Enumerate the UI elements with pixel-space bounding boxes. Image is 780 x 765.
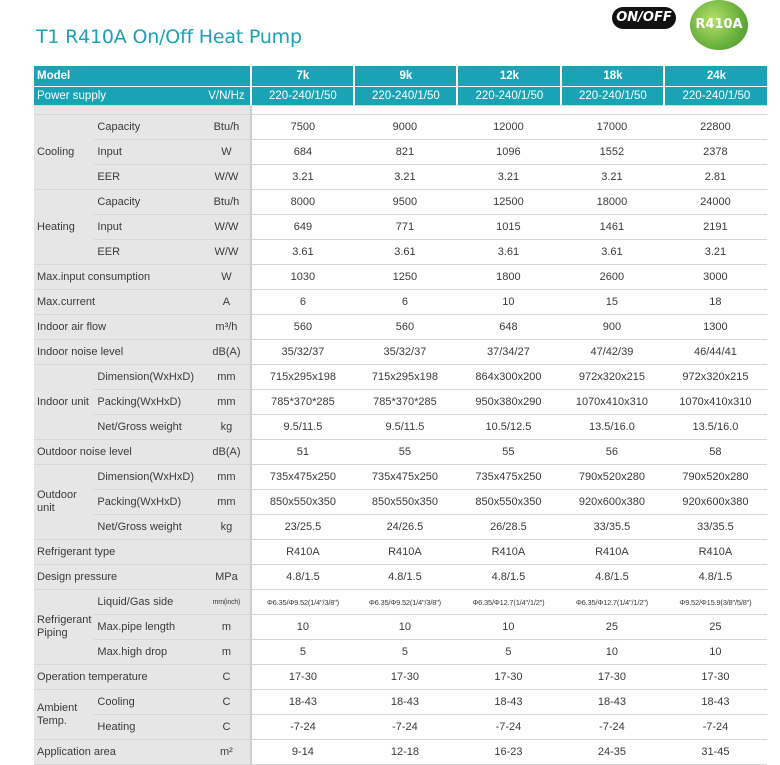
value-cell: -7-24: [456, 715, 560, 740]
value-cell: 735x475x250: [353, 465, 456, 490]
value-cell: 9-14: [250, 740, 353, 765]
value-cell: 12-18: [353, 740, 456, 765]
value-cell: 18-43: [560, 690, 663, 715]
value-cell: 972x320x215: [663, 365, 767, 390]
value-cell: 920x600x380: [663, 490, 767, 515]
value-cell: 13.5/16.0: [560, 415, 663, 440]
spec-row: [34, 690, 767, 715]
value-cell: 18000: [560, 190, 663, 215]
value-cell: 18-43: [663, 690, 767, 715]
value-cell: Φ6.35/Φ9.52(1/4"/3/8"): [353, 590, 456, 615]
value-cell: 3.21: [456, 165, 560, 190]
value-cell: 22800: [663, 115, 767, 140]
spec-row: [34, 665, 767, 690]
value-cell: 3.21: [663, 240, 767, 265]
value-cell: R410A: [250, 540, 353, 565]
row-sublabel: Net/Gross weight: [94, 515, 202, 540]
spec-row: [34, 715, 767, 740]
unit-cell: W: [202, 265, 250, 290]
row-sublabel: EER: [94, 240, 202, 265]
value-cell: 785*370*285: [250, 390, 353, 415]
value-cell: Φ9.52/Φ15.9(3/8"/5/8"): [663, 590, 767, 615]
row-label: Outdoor noise level: [34, 440, 202, 465]
row-sublabel: Capacity: [94, 190, 202, 215]
spec-row: [34, 740, 767, 765]
unit-cell: m: [202, 640, 250, 665]
unit-cell: [202, 540, 250, 565]
power-supply-unit: V/N/Hz: [202, 87, 250, 106]
spec-row: [34, 265, 767, 290]
row-sublabel: Heating: [94, 715, 202, 740]
unit-cell: m³/h: [202, 315, 250, 340]
unit-cell: Btu/h: [202, 190, 250, 215]
spec-row: [34, 165, 767, 190]
unit-cell: mm: [202, 465, 250, 490]
value-cell: 23/25.5: [250, 515, 353, 540]
spec-row: [34, 315, 767, 340]
value-cell: -7-24: [560, 715, 663, 740]
value-cell: 1070x410x310: [560, 390, 663, 415]
unit-cell: mm: [202, 390, 250, 415]
unit-cell: MPa: [202, 565, 250, 590]
spec-row: [34, 490, 767, 515]
value-cell: 821: [353, 140, 456, 165]
value-cell: 2191: [663, 215, 767, 240]
value-cell: 18-43: [456, 690, 560, 715]
unit-cell: C: [202, 665, 250, 690]
value-cell: 3.61: [560, 240, 663, 265]
value-cell: 46/44/41: [663, 340, 767, 365]
value-cell: 37/34/27: [456, 340, 560, 365]
row-sublabel: Net/Gross weight: [94, 415, 202, 440]
row-label: Refrigerant type: [34, 540, 202, 565]
power-supply-label: Power supply: [34, 87, 202, 106]
spec-row: [34, 115, 767, 140]
unit-cell: dB(A): [202, 440, 250, 465]
value-cell: 4.8/1.5: [456, 565, 560, 590]
row-sublabel: Input: [94, 215, 202, 240]
value-cell: 4.8/1.5: [560, 565, 663, 590]
value-cell: 1300: [663, 315, 767, 340]
value-cell: 850x550x350: [456, 490, 560, 515]
value-cell: 26/28.5: [456, 515, 560, 540]
value-cell: 9.5/11.5: [250, 415, 353, 440]
row-label: Max.current: [34, 290, 202, 315]
value-cell: 13.5/16.0: [663, 415, 767, 440]
value-cell: 10: [353, 615, 456, 640]
model-col: 9k: [353, 66, 456, 87]
spec-row: [34, 590, 767, 615]
value-cell: 3.21: [353, 165, 456, 190]
value-cell: 12000: [456, 115, 560, 140]
row-sublabel: Packing(WxHxD): [94, 490, 202, 515]
value-cell: 55: [353, 440, 456, 465]
value-cell: 16-23: [456, 740, 560, 765]
value-cell: 715x295x198: [353, 365, 456, 390]
value-cell: 5: [353, 640, 456, 665]
value-cell: 15: [560, 290, 663, 315]
value-cell: 1030: [250, 265, 353, 290]
power-value: 220-240/1/50: [250, 87, 353, 106]
value-cell: 790x520x280: [560, 465, 663, 490]
unit-cell: mm(inch): [202, 590, 250, 615]
r410a-globe-badge: R410A: [690, 0, 748, 50]
value-cell: 1250: [353, 265, 456, 290]
unit-cell: kg: [202, 415, 250, 440]
power-supply-row: [34, 87, 767, 106]
unit-cell: Btu/h: [202, 115, 250, 140]
spec-row: [34, 565, 767, 590]
value-cell: 4.8/1.5: [353, 565, 456, 590]
value-cell: 735x475x250: [456, 465, 560, 490]
value-cell: 6: [353, 290, 456, 315]
model-label: Model: [34, 66, 250, 87]
value-cell: 35/32/37: [353, 340, 456, 365]
value-cell: 950x380x290: [456, 390, 560, 415]
value-cell: 47/42/39: [560, 340, 663, 365]
value-cell: 24000: [663, 190, 767, 215]
spec-row: [34, 640, 767, 665]
model-col: 18k: [560, 66, 663, 87]
group-label: Refrigerant Piping: [34, 590, 94, 665]
value-cell: 3000: [663, 265, 767, 290]
spacer-row: [34, 106, 767, 115]
value-cell: 1015: [456, 215, 560, 240]
group-label: Ambient Temp.: [34, 690, 94, 740]
value-cell: R410A: [560, 540, 663, 565]
value-cell: 5: [250, 640, 353, 665]
value-cell: 17-30: [456, 665, 560, 690]
group-label: Heating: [34, 190, 94, 265]
row-sublabel: EER: [94, 165, 202, 190]
power-value: 220-240/1/50: [456, 87, 560, 106]
row-sublabel: Packing(WxHxD): [94, 390, 202, 415]
value-cell: 58: [663, 440, 767, 465]
value-cell: Φ6.35/Φ9.52(1/4"/3/8"): [250, 590, 353, 615]
spacer-cell: [34, 106, 250, 115]
value-cell: Φ6.35/Φ12.7(1/4"/1/2"): [456, 590, 560, 615]
unit-cell: A: [202, 290, 250, 315]
value-cell: -7-24: [663, 715, 767, 740]
value-cell: 10: [560, 640, 663, 665]
unit-cell: W/W: [202, 215, 250, 240]
row-sublabel: Dimension(WxHxD): [94, 465, 202, 490]
value-cell: 10: [456, 290, 560, 315]
spec-row: [34, 415, 767, 440]
value-cell: 790x520x280: [663, 465, 767, 490]
value-cell: 1461: [560, 215, 663, 240]
value-cell: 2600: [560, 265, 663, 290]
page-title: T1 R410A On/Off Heat Pump: [36, 26, 302, 48]
unit-cell: C: [202, 690, 250, 715]
value-cell: 25: [560, 615, 663, 640]
value-cell: -7-24: [353, 715, 456, 740]
power-value: 220-240/1/50: [663, 87, 767, 106]
group-label: Cooling: [34, 115, 94, 190]
value-cell: 18-43: [353, 690, 456, 715]
value-cell: 7500: [250, 115, 353, 140]
value-cell: 17-30: [560, 665, 663, 690]
value-cell: 33/35.5: [663, 515, 767, 540]
value-cell: 649: [250, 215, 353, 240]
row-label: Operation temperature: [34, 665, 202, 690]
value-cell: 4.8/1.5: [250, 565, 353, 590]
value-cell: -7-24: [250, 715, 353, 740]
value-cell: 33/35.5: [560, 515, 663, 540]
value-cell: 920x600x380: [560, 490, 663, 515]
spec-row: [34, 365, 767, 390]
value-cell: 12500: [456, 190, 560, 215]
value-cell: 715x295x198: [250, 365, 353, 390]
spacer-cell: [250, 106, 767, 115]
value-cell: 51: [250, 440, 353, 465]
unit-cell: C: [202, 715, 250, 740]
model-col: 12k: [456, 66, 560, 87]
row-label: Indoor noise level: [34, 340, 202, 365]
value-cell: 560: [353, 315, 456, 340]
value-cell: 850x550x350: [250, 490, 353, 515]
value-cell: 1552: [560, 140, 663, 165]
value-cell: 18: [663, 290, 767, 315]
unit-cell: kg: [202, 515, 250, 540]
value-cell: 3.61: [250, 240, 353, 265]
spec-row: [34, 440, 767, 465]
row-label: Max.input consumption: [34, 265, 202, 290]
value-cell: 24/26.5: [353, 515, 456, 540]
value-cell: R410A: [456, 540, 560, 565]
model-col: 7k: [250, 66, 353, 87]
row-label: Design pressure: [34, 565, 202, 590]
row-label: Application area: [34, 740, 202, 765]
value-cell: 6: [250, 290, 353, 315]
row-label: Indoor air flow: [34, 315, 202, 340]
value-cell: 1096: [456, 140, 560, 165]
unit-cell: m²: [202, 740, 250, 765]
value-cell: 771: [353, 215, 456, 240]
spec-table: [34, 66, 767, 765]
value-cell: 1800: [456, 265, 560, 290]
spec-row: [34, 515, 767, 540]
value-cell: 560: [250, 315, 353, 340]
row-sublabel: Cooling: [94, 690, 202, 715]
unit-cell: mm: [202, 365, 250, 390]
value-cell: 9000: [353, 115, 456, 140]
unit-cell: dB(A): [202, 340, 250, 365]
group-label: Indoor unit: [34, 365, 94, 440]
value-cell: 17000: [560, 115, 663, 140]
model-row: [34, 66, 767, 87]
value-cell: 735x475x250: [250, 465, 353, 490]
row-sublabel: Capacity: [94, 115, 202, 140]
value-cell: 2378: [663, 140, 767, 165]
value-cell: 56: [560, 440, 663, 465]
group-label: Outdoor unit: [34, 465, 94, 540]
value-cell: 8000: [250, 190, 353, 215]
value-cell: 2.81: [663, 165, 767, 190]
model-col: 24k: [663, 66, 767, 87]
unit-cell: W: [202, 140, 250, 165]
unit-cell: m: [202, 615, 250, 640]
value-cell: 864x300x200: [456, 365, 560, 390]
spec-row: [34, 465, 767, 490]
spec-row: [34, 190, 767, 215]
power-value: 220-240/1/50: [353, 87, 456, 106]
value-cell: 5: [456, 640, 560, 665]
row-sublabel: Max.high drop: [94, 640, 202, 665]
value-cell: 35/32/37: [250, 340, 353, 365]
value-cell: R410A: [663, 540, 767, 565]
value-cell: 25: [663, 615, 767, 640]
value-cell: 785*370*285: [353, 390, 456, 415]
value-cell: 31-45: [663, 740, 767, 765]
spec-row: [34, 215, 767, 240]
value-cell: 55: [456, 440, 560, 465]
spec-row: [34, 240, 767, 265]
row-sublabel: Input: [94, 140, 202, 165]
value-cell: 24-35: [560, 740, 663, 765]
value-cell: 3.61: [456, 240, 560, 265]
value-cell: 18-43: [250, 690, 353, 715]
value-cell: 3.61: [353, 240, 456, 265]
value-cell: 9.5/11.5: [353, 415, 456, 440]
spec-row: [34, 615, 767, 640]
value-cell: 972x320x215: [560, 365, 663, 390]
row-sublabel: Liquid/Gas side: [94, 590, 202, 615]
value-cell: 3.21: [250, 165, 353, 190]
onoff-badge: ON/OFF: [612, 7, 676, 29]
value-cell: 900: [560, 315, 663, 340]
spec-row: [34, 290, 767, 315]
value-cell: 10: [250, 615, 353, 640]
value-cell: 17-30: [353, 665, 456, 690]
value-cell: R410A: [353, 540, 456, 565]
power-value: 220-240/1/50: [560, 87, 663, 106]
value-cell: 648: [456, 315, 560, 340]
value-cell: 850x550x350: [353, 490, 456, 515]
spec-row: [34, 390, 767, 415]
value-cell: 10.5/12.5: [456, 415, 560, 440]
value-cell: 4.8/1.5: [663, 565, 767, 590]
value-cell: 10: [663, 640, 767, 665]
row-sublabel: Max.pipe length: [94, 615, 202, 640]
value-cell: 9500: [353, 190, 456, 215]
spec-row: [34, 340, 767, 365]
spec-row: [34, 140, 767, 165]
row-sublabel: Dimension(WxHxD): [94, 365, 202, 390]
value-cell: 3.21: [560, 165, 663, 190]
unit-cell: W/W: [202, 165, 250, 190]
value-cell: 17-30: [250, 665, 353, 690]
value-cell: 10: [456, 615, 560, 640]
value-cell: 684: [250, 140, 353, 165]
value-cell: Φ6.35/Φ12.7(1/4"/1/2"): [560, 590, 663, 615]
value-cell: 1070x410x310: [663, 390, 767, 415]
value-cell: 17-30: [663, 665, 767, 690]
spec-row: [34, 540, 767, 565]
unit-cell: mm: [202, 490, 250, 515]
unit-cell: W/W: [202, 240, 250, 265]
